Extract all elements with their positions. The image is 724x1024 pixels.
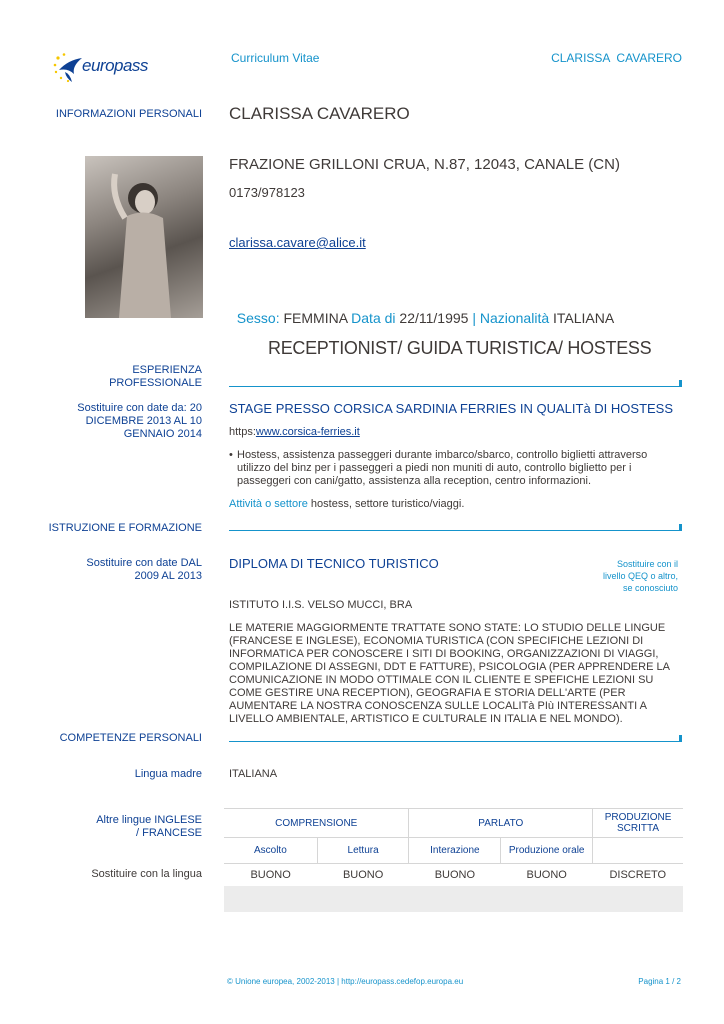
experience-dates: Sostituire con date da: 20 DICEMBRE 2013 AL 10 GENNAIO 2014 [77, 402, 202, 440]
experience-url [229, 426, 360, 439]
sector-value: hostess, settore turistico/viaggi. [307, 498, 465, 510]
experience-bullet: • Hostess, assistenza passeggeri durante imbarco/sbarco, controllo biglietti attraverso utilizzo del binz per i passeggeri a piedi non muniti di auto, controllo biglietto per i passeggeri con cani/gatto, assistenza alla reception, centro informazioni. [229, 449, 648, 487]
url-prefix: https: [229, 426, 256, 438]
language-row-label: Sostituire con la lingua [91, 868, 202, 880]
experience-sector [229, 498, 464, 511]
header-comprensione: COMPRENSIONE [224, 809, 409, 838]
logo-text: europass [82, 56, 148, 75]
bullet-text: Hostess, assistenza passeggeri durante imbarco/sbarco, controllo biglietti attraverso utilizzo del binz per i passeggeri a piedi non muniti di auto, controllo biglietto per i passeggeri con cani/gatto, assistenza alla reception, centro informazioni. [237, 449, 648, 487]
section-label-education: ISTRUZIONE E FORMAZIONE [48, 522, 202, 534]
level-ascolto: BUONO [250, 868, 291, 881]
cv-label: Curriculum Vitae [231, 51, 320, 65]
europass-star-icon [52, 52, 86, 84]
section-label-experience: ESPERIENZA PROFESSIONALE [109, 364, 202, 389]
sex-label: Sesso: [236, 310, 280, 326]
certificate-row [224, 886, 683, 912]
education-dates: Sostituire con date DAL 2009 AL 2013 [86, 557, 202, 582]
eqf-level: Sostituire con il livello QEQ o altro, se conosciuto [602, 559, 678, 593]
personal-details [229, 294, 614, 326]
education-divider [229, 530, 681, 531]
sector-label: Attività o settore [229, 498, 308, 510]
birth-value: 22/11/1995 [395, 310, 473, 326]
experience-divider [229, 386, 681, 387]
company-link[interactable]: www.corsica-ferries.it [255, 426, 360, 438]
skills-divider [229, 741, 681, 742]
header-ascolto: Ascolto [224, 838, 317, 864]
level-produzione-orale: BUONO [526, 868, 567, 881]
section-label-personal: INFORMAZIONI PERSONALI [55, 108, 202, 120]
other-languages-label: Altre lingue INGLESE / FRANCESE [96, 814, 202, 839]
phone: 0173/978123 [229, 185, 305, 200]
level-interazione: BUONO [434, 868, 476, 881]
header-produzione-scritta: PRODUZIONE SCRITTA [593, 809, 683, 838]
sex-value: FEMMINA [279, 310, 352, 326]
position-title: RECEPTIONIST/ GUIDA TURISTICA/ HOSTESS [268, 338, 652, 358]
education-description: LE MATERIE MAGGIORMENTE TRATTATE SONO STATE: LO STUDIO DELLE LINGUE (FRANCESE E INGLESE), ECONOMIA TURISTICA (CON SPECIFICHE LEZIONI DI INFORMATICA PER CONOSCERE I SITI DI BOOKING, ORGANIZZAZIONI DI VIAGGI, COMPILAZIONE DI ASSEGNI, DDT E FATTURE), PSICOLOGIA (PER APPRENDERE LA COMUNICAZIONE IN MODO OTTIMALE CON IL CLIENTE E SPEFICHE LEZIONI SU COME GESTIRE UNA RECEPTION), GEOGRAFIA E STORIA DELL'ARTE (PER AUMENTARE LA NOSTRA CONOSCENZA SULLE LOCALITà PIù INTERESSANTI A LIVELLO AMBIENTALE, ARTISTICO E CULTURALE IN ITALIA E NEL MONDO). [229, 622, 670, 725]
level-lettura: BUONO [342, 868, 384, 881]
europass-logo [52, 50, 162, 84]
experience-title: STAGE PRESSO CORSICA SARDINIA FERRIES IN QUALITà DI HOSTESS [229, 401, 674, 416]
header-produzione-orale: Produzione orale [501, 838, 593, 864]
mother-tongue-label: Lingua madre [134, 768, 202, 780]
profile-photo [85, 156, 203, 318]
mother-tongue: ITALIANA [229, 768, 278, 780]
birth-label: Data di [351, 310, 396, 326]
page-number: Pagina 1 / 2 [638, 977, 681, 986]
language-table [224, 808, 683, 912]
header-lettura: Lettura [317, 838, 409, 864]
section-label-skills: COMPETENZE PERSONALI [59, 732, 202, 744]
header-interazione: Interazione [409, 838, 501, 864]
header-parlato: PARLATO [409, 809, 593, 838]
education-title: DIPLOMA DI TECNICO TURISTICO [229, 556, 439, 571]
full-name: CLARISSA CAVARERO [229, 104, 410, 123]
footer-copyright: © Unione europea, 2002-2013 | http://europass.cedefop.europa.eu [227, 977, 464, 986]
level-produzione-scritta: DISCRETO [609, 868, 667, 881]
nationality-value: ITALIANA [549, 310, 615, 326]
email-link[interactable]: clarissa.cavare@alice.it [229, 235, 366, 250]
school-name: ISTITUTO I.I.S. VELSO MUCCI, BRA [229, 599, 413, 611]
header-name: CLARISSA CAVARERO [551, 51, 682, 65]
nationality-label: | Nazionalità [472, 310, 550, 326]
address: FRAZIONE GRILLONI CRUA, N.87, 12043, CANALE (CN) [229, 156, 620, 173]
